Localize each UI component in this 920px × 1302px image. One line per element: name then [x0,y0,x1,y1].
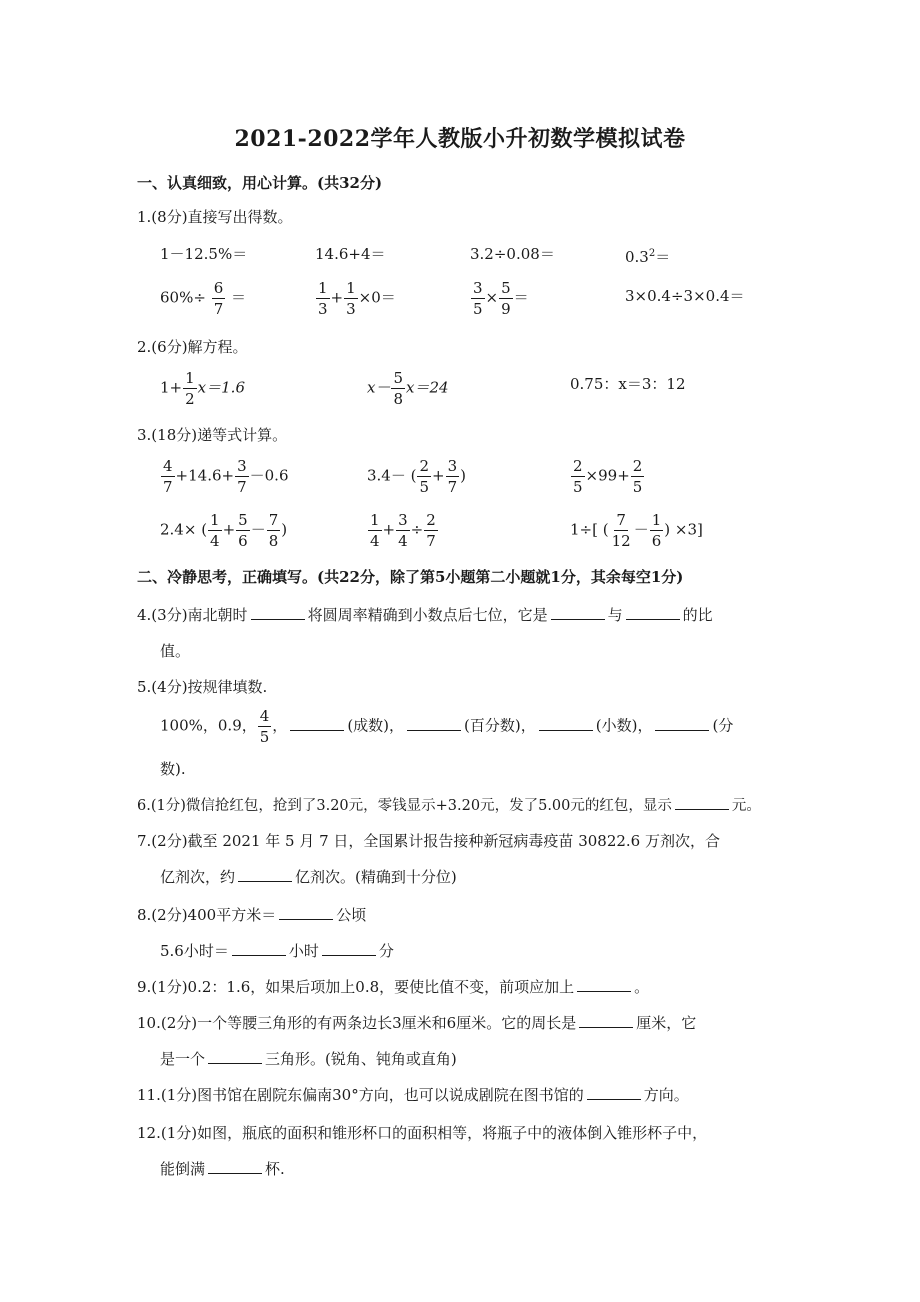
numerator: 4 [163,457,173,475]
fraction [471,278,485,319]
denominator: 8 [393,390,404,408]
numerator: 3 [473,279,483,297]
numerator: 1 [318,279,328,297]
fraction [183,368,197,409]
numerator: 6 [213,279,224,297]
denominator: 7 [163,478,173,496]
answer-blank[interactable] [539,716,593,731]
question-12: 12.(1分)如图，瓶底的面积和锥形杯口的面积相等，将瓶子中的液体倒入锥形杯子中， [137,1124,708,1142]
answer-blank[interactable] [238,867,292,882]
question-10 [137,1012,696,1033]
answer-blank[interactable] [322,941,376,956]
question-4 [137,604,713,625]
text: 三角形。(锐角、钝角或直角) [265,1050,457,1068]
text: 厘米，它 [636,1014,697,1032]
numerator: 1 [370,511,380,529]
text: 9.(1分)0.2：1.6，如果后项加上0.8，要使比值不变，前项应加上 [137,978,575,996]
text: 100%，0.9， [160,716,257,735]
fraction [236,510,250,551]
denominator: 5 [632,478,643,496]
numerator: 3 [237,457,247,475]
denominator: 7 [237,478,247,496]
text: 公顷 [336,906,367,924]
answer-blank[interactable] [655,716,709,731]
text: (成数)， [347,716,405,735]
fraction [396,510,410,551]
question-4-cont: 值。 [160,642,191,660]
q1-expr-5 [160,278,246,319]
denominator: 4 [370,532,380,550]
numerator: 4 [259,707,270,725]
q2-equation-2 [367,368,449,409]
text: 11.(1分)图书馆在剧院东偏南30°方向，也可以说成剧院在图书馆的 [137,1086,584,1104]
question-1-label: 1.(8分)直接写出得数。 [137,208,293,226]
answer-blank[interactable] [251,605,305,620]
text: 6.(1分)微信抢红包，抢到了3.20元，零钱显示+3.20元，发了5.00元的红包，显示 [137,798,672,814]
fraction [446,456,460,497]
fraction [631,456,645,497]
numerator: 5 [501,279,511,297]
text: ÷ [410,520,424,539]
text: x－ [367,378,391,397]
text: ， [272,716,288,735]
text: + [432,466,445,485]
text: 3.4－ ( [367,466,417,485]
numerator: 2 [419,457,430,475]
page-title: 2021-2022学年人教版小升初数学模拟试卷 [234,126,686,152]
denominator: 7 [447,478,458,496]
q3-expr-5 [367,510,439,551]
text: 将圆周率精确到小数点后七位，它是 [307,606,548,624]
answer-blank[interactable] [551,605,605,620]
question-11 [137,1084,689,1105]
denominator: 5 [419,478,430,496]
q1-expr-6 [315,278,396,319]
numerator: 1 [346,279,356,297]
fraction [208,510,222,551]
text: 与 [607,606,623,624]
denominator: 3 [318,300,328,318]
numerator: 1 [651,511,662,529]
q3-expr-1 [160,456,289,497]
q1-expr-4-eq: ＝ [655,248,671,266]
numerator: 3 [398,511,408,529]
answer-blank[interactable] [407,716,461,731]
numerator: 7 [616,511,626,529]
text: 60%÷ [160,288,206,307]
text: 8.(2分)400平方米＝ [137,906,277,924]
text: +14.6+ [175,466,235,485]
text: ) [281,520,288,539]
q2-equation-3: 0.75：x＝3：12 [570,375,686,393]
answer-blank[interactable] [279,905,333,920]
text: 是一个 [160,1050,206,1068]
text: 元。 [731,798,761,814]
numerator: 1 [210,511,220,529]
question-9 [137,976,649,997]
fraction [424,510,438,551]
text: ×99+ [585,466,630,485]
question-8-cont [160,940,394,961]
denominator: 8 [268,532,279,550]
text: 4.(3分)南北朝时 [137,606,248,624]
text: (百分数)， [464,716,536,735]
text: 1÷[ ( [570,520,609,539]
fraction [571,456,585,497]
text: x＝1.6 [197,378,245,397]
fraction [417,456,431,497]
text: － [633,520,649,539]
denominator: 4 [398,532,408,550]
fraction [344,278,358,319]
section-1-heading: 一、认真细致，用心计算。(共32分) [137,174,383,192]
text: (分 [712,716,734,735]
q1-expr-7 [470,278,529,319]
numerator: 5 [393,369,404,387]
text: 2.4× ( [160,520,208,539]
answer-blank[interactable] [626,605,680,620]
denominator: 5 [259,728,270,746]
denominator: 9 [501,300,511,318]
fraction [610,510,633,551]
text: 亿剂次。(精确到十分位) [295,868,457,886]
question-2-label: 2.(6分)解方程。 [137,338,248,356]
question-7: 7.(2分)截至 2021 年 5 月 7 日，全国累计报告接种新冠病毒疫苗 30822.6 万剂次，合 [137,832,720,850]
question-3-label: 3.(18分)递等式计算。 [137,426,288,444]
section-2-heading: 二、冷静思考，正确填写。(共22分，除了第5小题第二小题就1分，其余每空1分) [137,568,684,586]
answer-blank[interactable] [208,1159,262,1174]
answer-blank[interactable] [587,1085,641,1100]
q3-expr-3 [570,456,645,497]
numerator: 3 [447,457,458,475]
text: x＝24 [406,378,449,397]
denominator: 7 [426,532,436,550]
text: + [382,520,396,539]
question-10-cont [160,1048,457,1069]
question-7-cont [160,866,457,887]
text: 小时 [288,942,319,960]
fraction [235,456,249,497]
question-5-sequence [160,706,733,747]
answer-blank[interactable] [577,977,631,992]
answer-blank[interactable] [208,1049,262,1064]
text: 方向。 [643,1086,689,1104]
question-5-label: 5.(4分)按规律填数. [137,678,268,696]
text: －0.6 [249,466,289,485]
text: － [250,520,266,539]
answer-blank[interactable] [579,1013,633,1028]
text: ) [460,466,467,485]
fraction [650,510,664,551]
q1-expr-8: 3×0.4÷3×0.4＝ [625,287,745,305]
fraction [316,278,330,319]
text: ×0＝ [358,288,396,307]
q2-equation-1 [160,368,245,409]
text: 的比 [682,606,713,624]
text: ) ×3] [664,520,703,539]
q1-expr-3: 3.2÷0.08＝ [470,245,555,263]
q1-expr-4-exp: 2 [648,248,656,259]
text: + [222,520,236,539]
question-12-cont [160,1158,285,1179]
denominator: 6 [238,532,248,550]
text: (小数)， [595,716,653,735]
numerator: 7 [268,511,279,529]
q1-expr-4-base: 0.3 [625,248,649,266]
text: ＝ [231,288,247,307]
numerator: 2 [632,457,643,475]
numerator: 1 [185,369,195,387]
fraction [267,510,281,551]
q1-expr-2: 14.6+4＝ [315,245,386,263]
fraction [161,456,175,497]
denominator: 5 [473,300,483,318]
numerator: 2 [426,511,436,529]
text: 杯. [265,1160,285,1178]
question-6 [137,794,761,815]
question-5-cont: 数). [160,760,186,778]
q1-expr-1: 1－12.5%＝ [160,245,248,263]
q3-expr-2 [367,456,466,497]
text: 10.(2分)一个等腰三角形的有两条边长3厘米和6厘米。它的周长是 [137,1014,577,1032]
denominator: 7 [213,300,224,318]
text: 亿剂次，约 [160,868,236,886]
text: 5.6小时＝ [160,942,229,960]
answer-blank[interactable] [290,716,344,731]
text: ＝ [513,288,529,307]
denominator: 3 [346,300,356,318]
q3-expr-4 [160,510,287,551]
answer-blank[interactable] [232,941,286,956]
fraction [258,706,272,747]
numerator: 2 [573,457,583,475]
denominator: 2 [185,390,195,408]
denominator: 5 [573,478,583,496]
text: 1+ [160,378,183,397]
q1-expr-4 [625,244,670,267]
fraction [212,278,226,319]
text: 分 [378,942,394,960]
q3-expr-6 [570,510,703,551]
fraction [368,510,382,551]
denominator: 12 [611,532,631,550]
question-8 [137,904,366,925]
answer-blank[interactable] [675,795,729,810]
text: 。 [634,978,650,996]
text: 能倒满 [160,1160,206,1178]
numerator: 5 [238,511,248,529]
denominator: 6 [651,532,662,550]
fraction [499,278,513,319]
fraction [391,368,405,409]
denominator: 4 [210,532,220,550]
text: + [330,288,344,307]
text: × [485,288,499,307]
